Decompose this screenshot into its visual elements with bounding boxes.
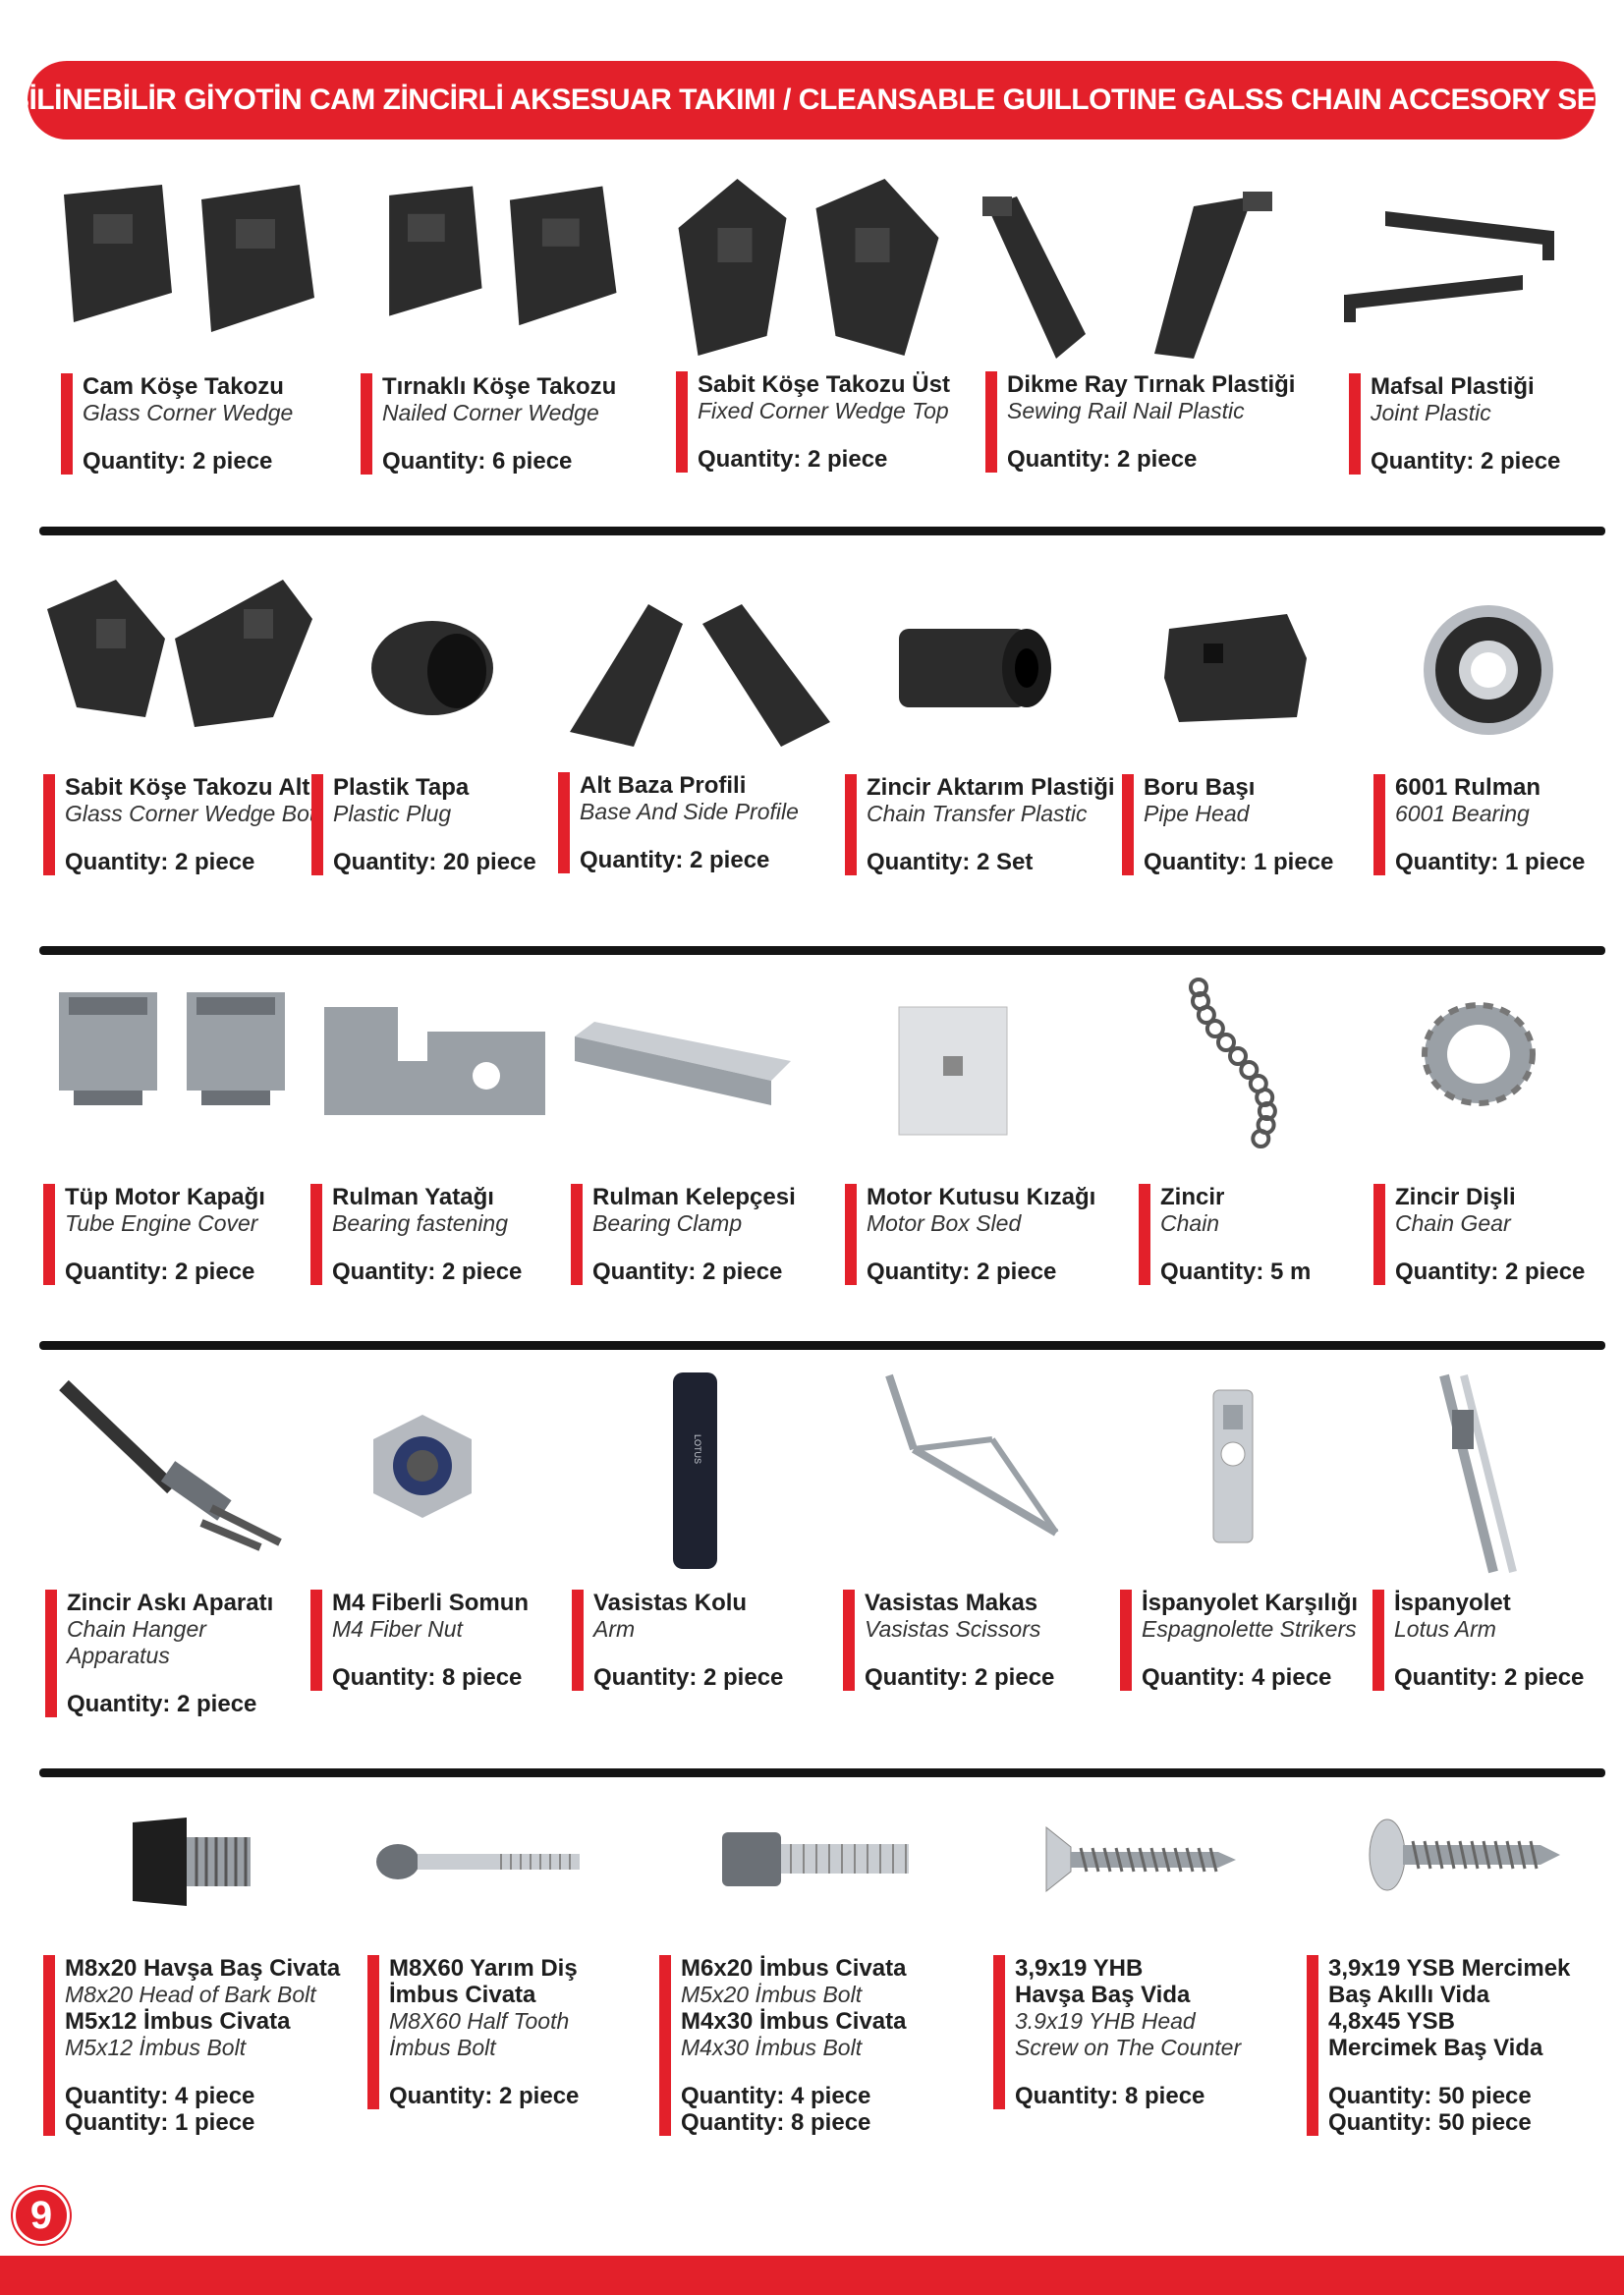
spacer	[698, 424, 950, 446]
base-side-profile-icon	[555, 594, 835, 752]
bearing-clamp-icon	[570, 1017, 796, 1115]
product-name-en: M4 Fiber Nut	[332, 1616, 463, 1642]
product-name-en: Base And Side Profile	[580, 799, 799, 824]
vasistas-scissors-icon	[874, 1371, 1066, 1547]
product-name-en: Chain Hanger	[67, 1616, 206, 1642]
product-name-tr: M5x12 İmbus Civata	[65, 2008, 291, 2035]
espagnolette-icon	[1415, 1371, 1523, 1577]
spacer	[867, 827, 1115, 849]
product-name-en: M5x12 İmbus Bolt	[65, 2035, 247, 2060]
quantity-label: Quantity: 20 piece	[333, 849, 536, 875]
product-name-en: Joint Plastic	[1371, 400, 1491, 425]
product-card	[985, 371, 1295, 473]
product-name-en: Fixed Corner Wedge Top	[698, 398, 949, 423]
spacer	[1371, 426, 1560, 448]
quantity-label: Quantity: 5 m	[1160, 1259, 1312, 1285]
spacer	[592, 1237, 796, 1259]
product-name-en: M8x20 Head of Bark Bolt	[65, 1982, 316, 2007]
section-divider	[39, 1341, 1605, 1350]
quantity-label: Quantity: 50 piece	[1328, 2109, 1532, 2136]
spacer	[865, 1643, 1054, 1664]
quantity-label: Quantity: 2 piece	[698, 446, 888, 473]
product-name-tr: Cam Köşe Takozu	[83, 373, 284, 400]
fixed-corner-wedge-top-icon	[656, 169, 956, 365]
quantity-label: Quantity: 1 piece	[1395, 849, 1586, 875]
chain-hanger-icon	[54, 1371, 290, 1552]
quantity-label: Quantity: 4 piece	[65, 2083, 255, 2109]
spacer	[332, 1643, 529, 1664]
product-card	[43, 1955, 340, 2136]
sewing-rail-nail-plastic-icon	[978, 187, 1282, 364]
spacer	[67, 1669, 273, 1691]
product-name-tr: 3,9x19 YHB	[1015, 1955, 1144, 1982]
product-card	[1122, 774, 1333, 875]
product-name-en: Espagnolette Strikers	[1142, 1616, 1357, 1642]
product-name-tr: M6x20 İmbus Civata	[681, 1955, 907, 1982]
spacer	[333, 827, 536, 849]
chain-transfer-plastic-icon	[879, 609, 1056, 727]
quantity-label: Quantity: 8 piece	[1015, 2083, 1205, 2109]
quantity-label: Quantity: 2 piece	[67, 1691, 257, 1717]
quantity-label: Quantity: 2 piece	[867, 1259, 1057, 1285]
product-card	[1373, 774, 1585, 875]
product-card	[367, 1955, 579, 2109]
product-name-en: Sewing Rail Nail Plastic	[1007, 398, 1245, 423]
spacer	[1395, 1237, 1585, 1259]
product-name-tr: Tırnaklı Köşe Takozu	[382, 373, 617, 400]
product-card	[43, 1184, 265, 1285]
product-name-tr: Tüp Motor Kapağı	[65, 1184, 265, 1210]
product-name-en: Pipe Head	[1144, 801, 1250, 826]
product-name-en: M4x30 İmbus Bolt	[681, 2035, 863, 2060]
product-name-tr: Zincir Aktarım Plastiği	[867, 774, 1115, 801]
product-name-en: Lotus Arm	[1394, 1616, 1496, 1642]
footer-bar	[0, 2256, 1624, 2295]
spacer	[1160, 1237, 1311, 1259]
product-card	[1372, 1590, 1584, 1691]
section-divider	[39, 527, 1605, 535]
product-name-en: M5x20 İmbus Bolt	[681, 1982, 863, 2007]
spacer	[1142, 1643, 1358, 1664]
product-name-en: Arm	[593, 1616, 636, 1642]
product-name-tr: Mafsal Plastiği	[1371, 373, 1535, 400]
plastic-plug-icon	[364, 614, 501, 722]
spacer	[593, 1643, 783, 1664]
quantity-label: Quantity: 8 piece	[681, 2109, 871, 2136]
product-name-en: Chain Transfer Plastic	[867, 801, 1088, 826]
quantity-label: Quantity: 2 piece	[1395, 1259, 1586, 1285]
glass-corner-wedge-icon	[34, 175, 329, 352]
product-card	[1307, 1955, 1570, 2136]
arm-brand-text: LOTUS	[693, 1433, 702, 1465]
countersunk-bolt-icon	[128, 1813, 255, 1911]
product-name-tr: Zincir Dişli	[1395, 1184, 1516, 1210]
product-card	[659, 1955, 906, 2136]
product-card	[1139, 1184, 1311, 1285]
product-card	[310, 1184, 522, 1285]
quantity-label: Quantity: 2 piece	[865, 1664, 1055, 1691]
product-name-tr: Alt Baza Profili	[580, 772, 747, 799]
quantity-label: Quantity: 2 piece	[332, 1259, 523, 1285]
product-name-tr: Zincir	[1160, 1184, 1225, 1210]
product-name-en: 6001 Bearing	[1395, 801, 1530, 826]
product-name-tr: M8X60 Yarım Diş	[389, 1955, 578, 1982]
product-name-tr: Vasistas Kolu	[593, 1590, 748, 1616]
product-name-tr: M4x30 İmbus Civata	[681, 2008, 907, 2035]
product-name-en: Bearing Clamp	[592, 1210, 743, 1236]
product-name-en: M8X60 Half Tooth	[389, 2008, 570, 2034]
spacer	[1394, 1643, 1584, 1664]
quantity-label: Quantity: 2 piece	[1371, 448, 1561, 475]
product-card	[571, 1184, 796, 1285]
quantity-label: Quantity: 2 piece	[592, 1259, 783, 1285]
vasistas-arm-icon	[668, 1371, 722, 1572]
quantity-label: Quantity: 4 piece	[681, 2083, 871, 2109]
pipe-head-icon	[1149, 599, 1326, 737]
spacer	[65, 2061, 340, 2083]
product-card	[845, 774, 1115, 875]
product-card	[558, 772, 799, 873]
product-name-tr: M4 Fiberli Somun	[332, 1590, 530, 1616]
product-name-tr: Mercimek Baş Vida	[1328, 2035, 1543, 2061]
product-card	[993, 1955, 1241, 2109]
section-divider	[39, 946, 1605, 955]
product-name-tr: Boru Başı	[1144, 774, 1256, 801]
product-name-tr: İspanyolet Karşılığı	[1142, 1590, 1359, 1616]
quantity-label: Quantity: 2 piece	[593, 1664, 784, 1691]
pan-head-screw-icon	[1366, 1816, 1562, 1894]
product-name-tr: Sabit Köşe Takozu Alt	[65, 774, 310, 801]
product-name-tr: Dikme Ray Tırnak Plastiği	[1007, 371, 1296, 398]
product-card	[843, 1590, 1054, 1691]
product-name-tr: İmbus Civata	[389, 1982, 536, 2008]
page-number: 9	[29, 2193, 53, 2237]
motor-box-sled-icon	[889, 997, 1017, 1145]
quantity-label: Quantity: 50 piece	[1328, 2083, 1532, 2109]
product-name-en: İmbus Bolt	[389, 2035, 496, 2060]
product-card	[845, 1184, 1095, 1285]
product-name-en: Glass Corner Wedge	[83, 400, 294, 425]
product-name-en: Motor Box Sled	[867, 1210, 1022, 1236]
product-name-tr: İspanyolet	[1394, 1590, 1511, 1616]
quantity-label: Quantity: 6 piece	[382, 448, 573, 475]
glass-corner-wedge-bot-icon	[28, 560, 322, 737]
quantity-label: Quantity: 2 piece	[389, 2083, 580, 2109]
product-name-en: Glass Corner Wedge Bot	[65, 801, 316, 826]
quantity-label: Quantity: 1 piece	[65, 2109, 255, 2136]
page-title: SİLİNEBİLİR GİYOTİN CAM ZİNCİRLİ AKSESUAR TAKIMI / CLEANSABLE GUILLOTINE GALSS CHAIN ACCESORY SET	[9, 84, 1614, 116]
product-card	[61, 373, 293, 475]
product-name-en: Bearing fastening	[332, 1210, 509, 1236]
bearing-icon	[1415, 599, 1562, 742]
product-name-tr: 3,9x19 YSB Mercimek	[1328, 1955, 1571, 1982]
product-card	[43, 774, 315, 875]
fiber-nut-icon	[364, 1410, 481, 1523]
spacer	[65, 827, 315, 849]
tube-engine-cover-icon	[54, 987, 290, 1110]
product-name-tr: Baş Akıllı Vida	[1328, 1982, 1490, 2008]
nailed-corner-wedge-icon	[334, 177, 648, 344]
product-name-en: Screw on The Counter	[1015, 2035, 1242, 2060]
spacer	[1395, 827, 1585, 849]
product-card	[311, 774, 536, 875]
chain-icon	[1184, 973, 1282, 1149]
product-name-tr: 4,8x45 YSB	[1328, 2008, 1455, 2035]
product-name-en: Tube Engine Cover	[65, 1210, 258, 1236]
product-name-en: Chain	[1160, 1210, 1220, 1236]
quantity-label: Quantity: 2 piece	[1394, 1664, 1585, 1691]
product-name-en: Vasistas Scissors	[865, 1616, 1041, 1642]
product-name-tr: Vasistas Makas	[865, 1590, 1038, 1616]
product-name-tr: Zincir Askı Aparatı	[67, 1590, 274, 1616]
quantity-label: Quantity: 2 piece	[580, 847, 770, 873]
product-name-tr: 6001 Rulman	[1395, 774, 1541, 801]
countersunk-screw-icon	[1041, 1822, 1238, 1896]
espagnolette-striker-icon	[1189, 1385, 1277, 1547]
quantity-label: Quantity: 2 piece	[65, 849, 255, 875]
section-divider	[39, 1768, 1605, 1777]
quantity-label: Quantity: 2 piece	[83, 448, 273, 475]
quantity-label: Quantity: 4 piece	[1142, 1664, 1332, 1691]
quantity-label: Quantity: 1 piece	[1144, 849, 1334, 875]
product-card	[361, 373, 616, 475]
product-card	[1120, 1590, 1358, 1691]
spacer	[332, 1237, 522, 1259]
spacer	[65, 1237, 265, 1259]
product-name-tr: Plastik Tapa	[333, 774, 470, 801]
joint-plastic-icon	[1336, 196, 1587, 324]
spacer	[1015, 2061, 1241, 2083]
product-card	[310, 1590, 529, 1691]
bearing-fastening-icon	[319, 1002, 550, 1120]
page-title-banner	[9, 61, 1614, 140]
spacer	[382, 426, 616, 448]
spacer	[867, 1237, 1095, 1259]
product-card	[1349, 373, 1560, 475]
product-name-en: Nailed Corner Wedge	[382, 400, 599, 425]
chain-gear-icon	[1415, 1000, 1542, 1108]
half-thread-bolt-icon	[373, 1842, 585, 1881]
socket-bolt-icon	[717, 1822, 914, 1896]
product-name-tr: Motor Kutusu Kızağı	[867, 1184, 1096, 1210]
spacer	[1007, 424, 1295, 446]
quantity-label: Quantity: 8 piece	[332, 1664, 523, 1691]
product-name-en: Plastic Plug	[333, 801, 452, 826]
product-name-en: 3.9x19 YHB Head	[1015, 2008, 1196, 2034]
spacer	[83, 426, 293, 448]
product-name-en: Chain Gear	[1395, 1210, 1511, 1236]
spacer	[681, 2061, 906, 2083]
quantity-label: Quantity: 2 Set	[867, 849, 1034, 875]
spacer	[1144, 827, 1333, 849]
quantity-label: Quantity: 2 piece	[65, 1259, 255, 1285]
product-name-tr: Sabit Köşe Takozu Üst	[698, 371, 950, 398]
product-card	[572, 1590, 783, 1691]
product-card	[676, 371, 950, 473]
product-name-tr: Rulman Yatağı	[332, 1184, 494, 1210]
quantity-label: Quantity: 2 piece	[1007, 446, 1198, 473]
product-name-tr: Havşa Baş Vida	[1015, 1982, 1191, 2008]
spacer	[1328, 2061, 1570, 2083]
spacer	[580, 825, 799, 847]
product-card	[45, 1590, 273, 1717]
product-card	[1373, 1184, 1585, 1285]
product-name-tr: M8x20 Havşa Baş Civata	[65, 1955, 341, 1982]
page-number-badge	[13, 2187, 70, 2244]
product-name-en: Apparatus	[67, 1643, 170, 1668]
product-name-tr: Rulman Kelepçesi	[592, 1184, 796, 1210]
spacer	[389, 2061, 579, 2083]
